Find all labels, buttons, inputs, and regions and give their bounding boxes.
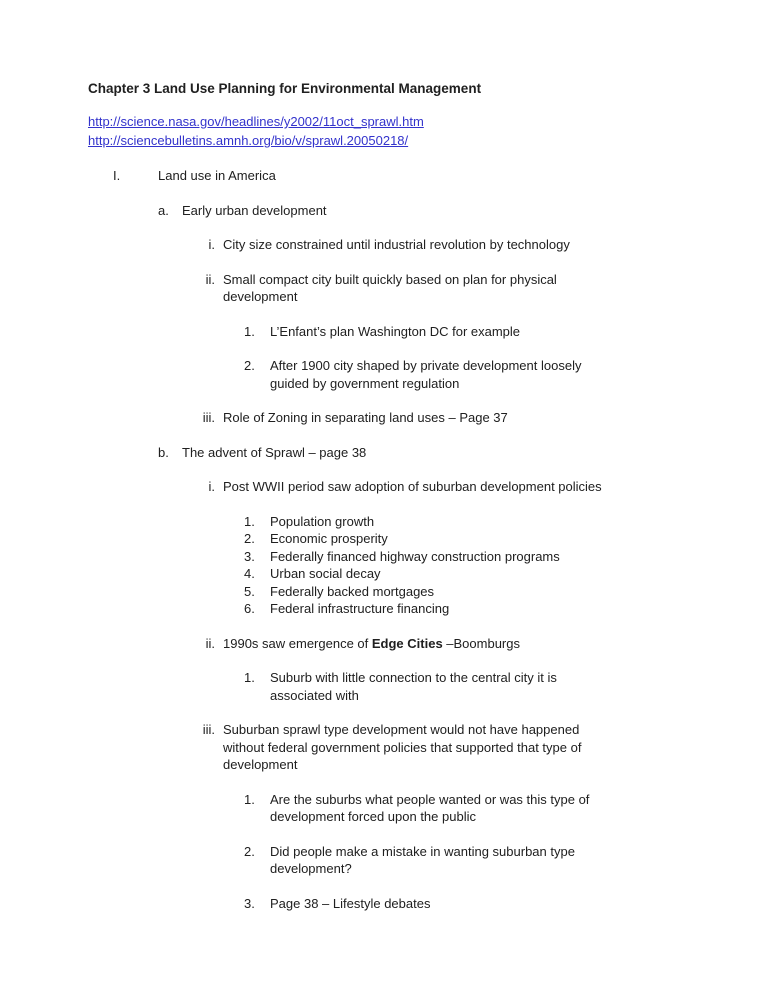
outline-marker: 6. bbox=[244, 601, 255, 616]
outline-text-line: Early urban development bbox=[182, 202, 327, 218]
text-segment: –Boomburgs bbox=[442, 635, 520, 651]
outline-marker: ii. bbox=[205, 271, 215, 287]
outline-text-line: After 1900 city shaped by private development loosely bbox=[270, 358, 582, 373]
outline-text-line: Role of Zoning in separating land uses – Page 37 bbox=[223, 410, 508, 425]
outline-text-line: development? bbox=[270, 861, 352, 876]
outline-marker: ii. bbox=[205, 635, 215, 651]
outline bbox=[0, 167, 768, 912]
outline-item bbox=[0, 843, 768, 878]
outline-marker: a. bbox=[158, 202, 169, 218]
outline-text-line bbox=[223, 635, 768, 653]
outline-item bbox=[0, 548, 768, 566]
outline-marker: iii. bbox=[202, 410, 215, 425]
outline-text bbox=[270, 895, 768, 913]
outline-marker: 2. bbox=[244, 843, 255, 859]
outline-text bbox=[270, 600, 768, 618]
link-nasa-sprawl[interactable]: http://science.nasa.gov/headlines/y2002/11oct_sprawl.htm bbox=[88, 114, 424, 129]
outline-item bbox=[0, 167, 768, 185]
outline-text bbox=[270, 583, 768, 601]
outline-text-line: without federal government policies that supported that type of bbox=[223, 739, 582, 755]
outline-text-line: development forced upon the public bbox=[270, 809, 476, 824]
outline-marker: 1. bbox=[244, 791, 255, 807]
outline-item bbox=[0, 583, 768, 601]
outline-text bbox=[270, 530, 768, 548]
outline-text-line: development bbox=[223, 757, 298, 772]
outline-item bbox=[0, 791, 768, 826]
outline-text-line: The advent of Sprawl – page 38 bbox=[182, 444, 367, 460]
outline-marker: i. bbox=[208, 237, 215, 252]
outline-marker: 2. bbox=[244, 358, 255, 373]
outline-text-line: associated with bbox=[270, 687, 359, 703]
outline-marker: 5. bbox=[244, 583, 255, 599]
outline-text bbox=[270, 513, 768, 531]
outline-text-line: Are the suburbs what people wanted or was this type of bbox=[270, 791, 590, 807]
outline-item bbox=[0, 409, 768, 427]
outline-text-line: Post WWII period saw adoption of suburban development policies bbox=[223, 479, 602, 494]
page-title: Chapter 3 Land Use Planning for Environmental Management bbox=[88, 81, 482, 96]
outline-text bbox=[223, 478, 768, 496]
outline-text-line: guided by government regulation bbox=[270, 375, 460, 391]
outline-text bbox=[270, 843, 768, 878]
outline-marker: 1. bbox=[244, 513, 255, 529]
outline-marker: b. bbox=[158, 444, 169, 460]
outline-text bbox=[223, 635, 768, 653]
outline-text-line: City size constrained until industrial revolution by technology bbox=[223, 237, 570, 252]
outline-item bbox=[0, 721, 768, 774]
outline-marker: I. bbox=[113, 168, 121, 183]
outline-item bbox=[0, 444, 768, 462]
outline-text bbox=[223, 236, 768, 254]
outline-text-line: Urban social decay bbox=[270, 566, 381, 581]
outline-text bbox=[270, 323, 768, 341]
outline-item bbox=[0, 202, 768, 220]
outline-item bbox=[0, 600, 768, 618]
outline-item bbox=[0, 895, 768, 913]
outline-marker: i. bbox=[208, 479, 215, 494]
outline-text-line: Federal infrastructure financing bbox=[270, 601, 450, 616]
outline-text-line: Small compact city built quickly based on plan for physical bbox=[223, 271, 557, 287]
outline-text bbox=[158, 167, 768, 185]
outline-marker: iii. bbox=[202, 722, 215, 737]
text-segment: 1990s saw emergence of bbox=[223, 635, 372, 651]
outline-item bbox=[0, 478, 768, 496]
outline-text bbox=[223, 271, 768, 306]
outline-text bbox=[182, 202, 768, 220]
outline-item bbox=[0, 271, 768, 306]
outline-item bbox=[0, 513, 768, 531]
outline-item bbox=[0, 565, 768, 583]
outline-item bbox=[0, 357, 768, 392]
outline-text-line: L’Enfant’s plan Washington DC for example bbox=[270, 323, 521, 339]
outline-text bbox=[270, 565, 768, 583]
outline-text-line: Federally financed highway construction programs bbox=[270, 548, 560, 564]
outline-text bbox=[182, 444, 768, 462]
outline-text-line: Page 38 – Lifestyle debates bbox=[270, 895, 431, 911]
outline-item bbox=[0, 635, 768, 653]
outline-marker: 4. bbox=[244, 566, 255, 581]
outline-text bbox=[270, 357, 768, 392]
outline-text bbox=[223, 409, 768, 427]
outline-text bbox=[270, 669, 768, 704]
outline-marker: 2. bbox=[244, 531, 255, 546]
link-amnh-sprawl[interactable]: http://sciencebulletins.amnh.org/bio/v/sprawl.20050218/ bbox=[88, 133, 409, 148]
link-list bbox=[88, 112, 768, 150]
outline-item bbox=[0, 669, 768, 704]
outline-text-line: Land use in America bbox=[158, 168, 276, 183]
outline-text bbox=[223, 721, 768, 774]
outline-text-line: Economic prosperity bbox=[270, 531, 388, 546]
outline-marker: 1. bbox=[244, 323, 255, 339]
outline-text-line: Federally backed mortgages bbox=[270, 583, 435, 599]
outline-text-line: Did people make a mistake in wanting suburban type bbox=[270, 843, 575, 859]
outline-marker: 1. bbox=[244, 670, 255, 685]
outline-text-line: Suburb with little connection to the central city it is bbox=[270, 670, 557, 685]
outline-text-line: Suburban sprawl type development would not have happened bbox=[223, 722, 580, 737]
outline-item bbox=[0, 323, 768, 341]
outline-text bbox=[270, 791, 768, 826]
outline-item bbox=[0, 530, 768, 548]
outline-marker: 3. bbox=[244, 548, 255, 564]
outline-text-line: development bbox=[223, 289, 298, 304]
outline-text-line: Population growth bbox=[270, 513, 375, 529]
outline-item bbox=[0, 236, 768, 254]
bold-text-segment: Edge Cities bbox=[371, 635, 443, 651]
outline-text bbox=[270, 548, 768, 566]
outline-marker: 3. bbox=[244, 895, 255, 911]
